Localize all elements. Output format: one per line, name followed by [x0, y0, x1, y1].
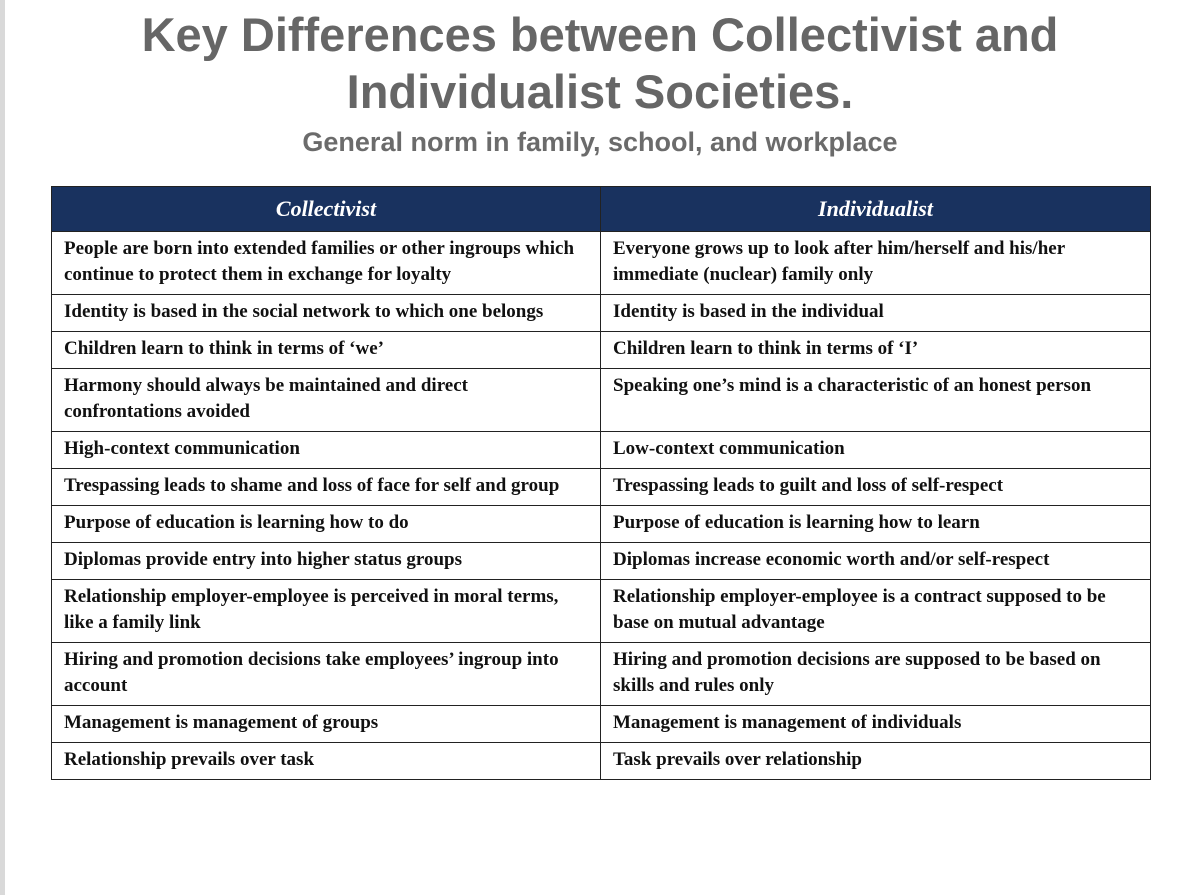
collectivist-cell: Management is management of groups — [52, 706, 601, 743]
individualist-cell: Children learn to think in terms of ‘I’ — [601, 332, 1151, 369]
table-row — [52, 332, 1151, 369]
individualist-cell: Identity is based in the individual — [601, 295, 1151, 332]
individualist-cell: Purpose of education is learning how to learn — [601, 506, 1151, 543]
table-row — [52, 232, 1151, 295]
individualist-cell: Diplomas increase economic worth and/or self-respect — [601, 543, 1151, 580]
collectivist-cell: Hiring and promotion decisions take employees’ ingroup into account — [52, 643, 601, 706]
title-line-1: Key Differences between Collectivist and — [141, 8, 1059, 61]
collectivist-cell: Relationship employer-employee is perceived in moral terms, like a family link — [52, 580, 601, 643]
individualist-cell: Speaking one’s mind is a characteristic of an honest person — [601, 369, 1151, 432]
table-row — [52, 706, 1151, 743]
table-row — [52, 432, 1151, 469]
collectivist-cell: Trespassing leads to shame and loss of face for self and group — [52, 469, 601, 506]
comparison-table — [51, 186, 1151, 780]
table-row — [52, 295, 1151, 332]
collectivist-cell: Diplomas provide entry into higher status groups — [52, 543, 601, 580]
header-collectivist: Collectivist — [52, 187, 601, 232]
individualist-cell: Management is management of individuals — [601, 706, 1151, 743]
collectivist-cell: High-context communication — [52, 432, 601, 469]
table-row — [52, 580, 1151, 643]
individualist-cell: Task prevails over relationship — [601, 743, 1151, 780]
individualist-cell: Trespassing leads to guilt and loss of self-respect — [601, 469, 1151, 506]
collectivist-cell: Relationship prevails over task — [52, 743, 601, 780]
page-title — [0, 6, 1200, 120]
table-row — [52, 643, 1151, 706]
page-subtitle: General norm in family, school, and workplace — [302, 127, 898, 157]
table-row — [52, 743, 1151, 780]
collectivist-cell: Identity is based in the social network to which one belongs — [52, 295, 601, 332]
individualist-cell: Everyone grows up to look after him/herself and his/her immediate (nuclear) family only — [601, 232, 1151, 295]
individualist-cell: Relationship employer-employee is a contract supposed to be base on mutual advantage — [601, 580, 1151, 643]
collectivist-cell: Children learn to think in terms of ‘we’ — [52, 332, 601, 369]
table-row — [52, 369, 1151, 432]
collectivist-cell: Purpose of education is learning how to do — [52, 506, 601, 543]
table-row — [52, 469, 1151, 506]
individualist-cell: Low-context communication — [601, 432, 1151, 469]
collectivist-cell: Harmony should always be maintained and direct confrontations avoided — [52, 369, 601, 432]
header-individualist: Individualist — [601, 187, 1151, 232]
title-line-2: Individualist Societies. — [346, 65, 854, 118]
individualist-cell: Hiring and promotion decisions are supposed to be based on skills and rules only — [601, 643, 1151, 706]
table-row — [52, 506, 1151, 543]
collectivist-cell: People are born into extended families or other ingroups which continue to protect them in exchange for loyalty — [52, 232, 601, 295]
table-header-row — [52, 187, 1151, 232]
table-row — [52, 543, 1151, 580]
